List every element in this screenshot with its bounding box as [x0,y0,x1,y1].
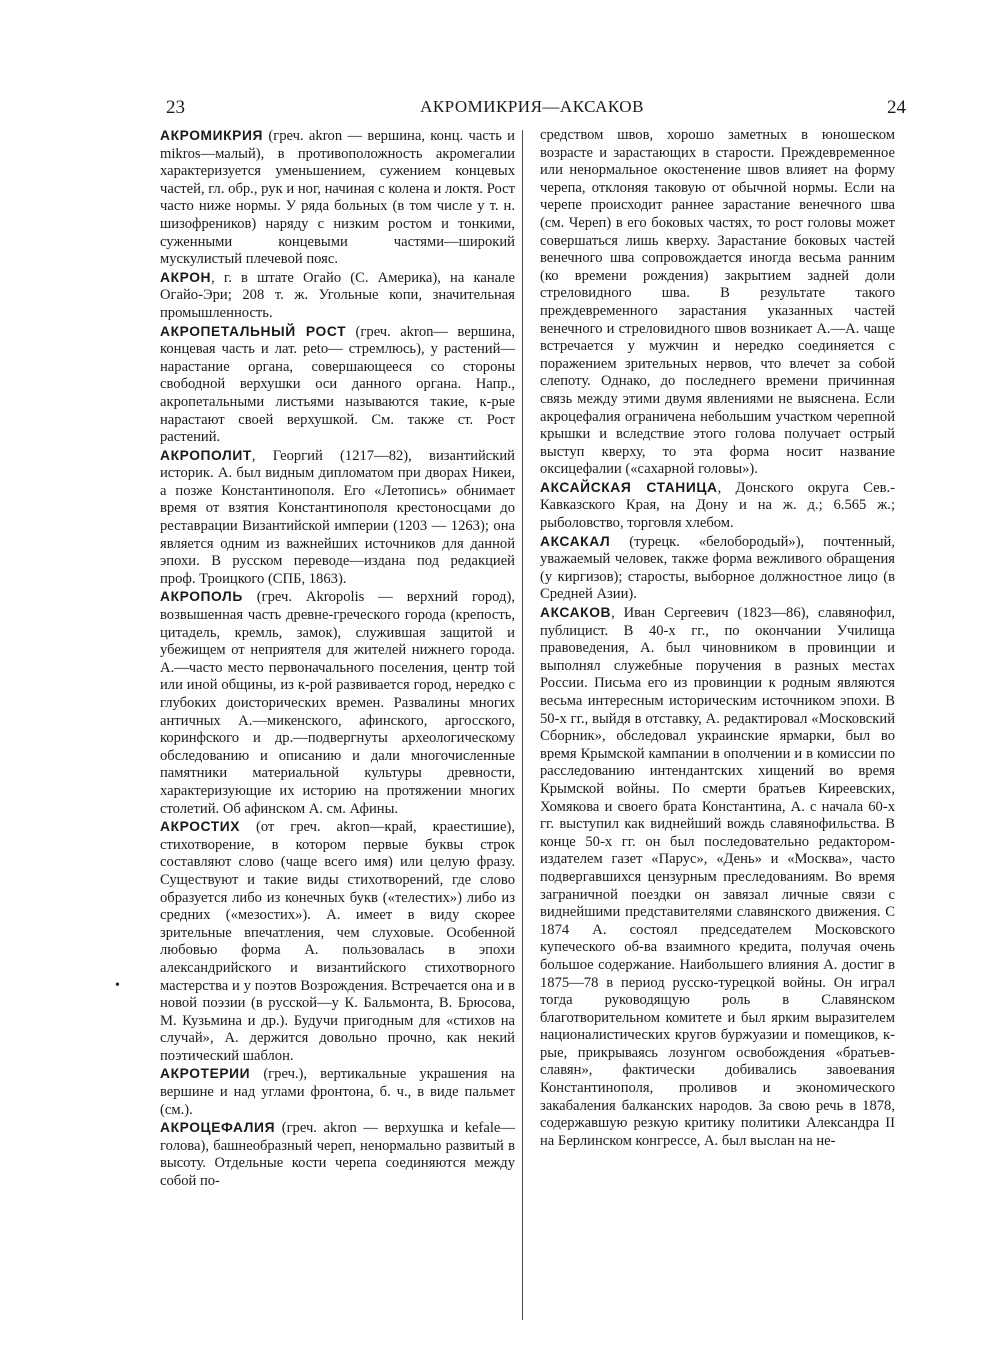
entry-aksayskaya-stanitsa [540,479,895,533]
headword: АКРОМИКРИЯ [160,128,264,143]
entry-aksakal [540,533,895,604]
entry-text: (от греч. akron—край, краестишие), стихотворение, в котором первые буквы строк составляют слово (чаще всего имя) или целую фразу. Существуют и такие виды стихотворений, где слово образуется либо из конечных букв («телестих») либо из средних («мезостих»). А. имеет в виду скорее зрительные впечатления, чем слуховые. Особенной любовью форма А. пользовалась в эпохи александрийского и византийского стихотворного мастерства и у поэтов Возрождения. Встречается она и в новой поэзии (в русской—у К. Бальмонта, В. Брюсова, М. Кузьмина и др.). Будучи пригодным для «стихов на случай», А. держится довольно прочно, как некий поэтический шаблон. [160,819,515,1064]
headword: АКСАКАЛ [540,533,611,549]
headword: АКСАЙСКАЯ СТАНИЦА [540,479,718,495]
headword: АКРОПОЛЬ [160,589,243,605]
headword: АКРОН [160,269,212,285]
headword: АКРОПЕТАЛЬНЫЙ РОСТ [160,323,347,339]
entry-aksakov [540,604,895,1150]
entry-akropolit [160,447,515,589]
continuation-text: средством швов, хорошо заметных в юношеском возрасте и зарастающих в старости. Преждевременное или ненормальное окостенение швов влияет на форму черепа, отклоняя таковую от обычной нормы. Если на черепе происходит раннее зарастание венечного шва (см. Череп) в его боковых частях, то рост головы может совершаться лишь кверху. Зарастание боковых частей венечного шва сопровождается иногда весьма ранним (ко времени рождения) закрытием задней доли стреловидного шва. В результате такого преждевременного зарастания указанных частей венечного и стреловидного швов возникает А.—А. чаще встречается у мужчин и нередко соединяется с поражением зрительных нервов, что влечет за собой слепоту. Однако, до последнего времени причинная связь между этими двумя явлениями не выяснена. Если акроцефалия ограничена небольшим участком черепной крышки и вследствие этого голова получает острый выступ кверху, то эта форма носит название оксицефалии («сахарной головы»). [540,127,895,478]
column-divider [522,130,523,1320]
entry-akrostikh [160,818,515,1065]
page-header [158,97,906,125]
entry-akroterii [160,1065,515,1119]
margin-mark: • [115,978,120,993]
entry-text: , Георгий (1217—82), византийский историк. А. был видным дипломатом при дворах Никеи, а позже Константинополя. Его «Летопись» обнимает время от взятия Константинополя крестоносцами до реставрации Византийской империи (1203 — 1263); она является одним из важнейших источников для данной эпохи. В русском переводе—издана под редакцией проф. Троицкого (СПБ, 1863). [160,447,515,587]
entry-text: , Иван Сергеевич (1823—86), славянофил, публицист. В 40-х гг., по окончании Училища правоведения, А. был чиновником в провинции и выполнял служебные поручения в разных местах России. Письма его из провинции к родным являются весьма интересным историческим источником эпохи. В 50-х гг., выйдя в отставку, А. редактировал «Московский Сборник», обследовал украинские ярмарки, был во время Крымской кампании в ополчении и в комиссии по расследованию интендантских хищений во время Крымской войны. По смерти братьев Киреевских, Хомякова и своего брата Константина, А. с начала 60-х гг. выступил как виднейший вождь славянофильства. В конце 50-х гг. он был последовательно редактором-издателем газет «Парус», «День» и «Москва», часто подвергавшихся цензурным преследованиям. Во время заграничной поездки он завязал личные связи с виднейшими представителями славянского движения. С 1874 А. состоял председателем Московского купеческого об-ва взаимного кредита, получая очень большое содержание. Наибольшего влияния А. достиг в 1875—78 в период русско-турецкой войны. Он играл тогда руководящую роль в Славянском благотворительном комитете и был ярким выразителем националистических кругов буржуазии и помещиков, к-рые, прикрываясь лозунгом освобождения «братьев-славян», фактически добивались завоевания Константинополя, проливов и экономического закабаления балканских народов. За свою речь в 1878, содержавшую резкую критику политики Александра II на Берлинском конгрессе, А. был выслан на не- [540,605,895,1149]
entry-text: (турецк. «белобородый»), почтенный, уважаемый человек, также форма вежливого обращения (у киргизов); старосты, выборное должностное лицо (в Средней Азии). [540,533,895,603]
headword: АКРОПОЛИТ [160,447,252,463]
headword: АКРОТЕРИИ [160,1066,251,1082]
entry-text: (греч.), вертикальные украшения на вершине и над углами фронтона, б. ч., в виде пальмет (см.). [160,1066,515,1118]
headword: АКРОСТИХ [160,819,241,835]
entry-text: (греч. Akropolis — верхний город), возвышенная часть древне-греческого города (крепость, цитадель, кремль, замок), служившая защитой и убежищем от неприятеля для жителей нижнего города. А.—часто место первоначального поселения, центр той или иной общины, из к-рой развивается город, нередко с глубоких доисторических времен. Развалины многих античных А.—микенского, афинского, аргосского, коринфского и др.—подвергнуты археологическому обследованию и описанию и дали многочисленные памятники материальной культуры древности, характеризующие их историю на протяжении многих столетий. Об афинском А. см. Афины. [160,589,515,817]
right-column [540,127,895,1150]
entry-akropetalny-rost [160,323,515,447]
page-number-left: 23 [166,97,185,118]
entry-text: (греч. akron — вершина, конц. часть и mikros—малый), в противоположность акромегалии характеризуется уменьшением, сужением концевых частей, гл. обр., рук и ног, начиная с колена и локтя. Рост часто ниже нормы. У ряда больных (в том числе у т. н. шизофреников) наряду с низким ростом и тонкими, суженными концевыми частями—широкий мускулистый плечевой пояс. [160,128,515,268]
left-column [160,127,515,1191]
running-head: АКРОМИКРИЯ—АКСАКОВ [420,97,644,116]
entry-text: , Донского округа Сев.-Кавказского Края, на Дону и на ж. д.; 6.565 ж.; рыболовство, торговля хлебом. [540,479,895,532]
page-number-right: 24 [887,97,906,118]
entry-akropol [160,588,515,818]
entry-akrotsefaliya [160,1119,515,1190]
entry-akromikriya [160,127,515,269]
headword: АКРОЦЕФАЛИЯ [160,1120,276,1136]
entry-akron [160,269,515,323]
entry-text: (греч. akron — верхушка и kefale—голова), башнеобразный череп, ненормально развитый в высоту. Отдельные кости черепа соединяются между собой по- [160,1120,515,1190]
headword: АКСАКОВ [540,605,612,621]
entry-text: , г. в штате Огайо (С. Америка), на канале Огайо-Эри; 208 т. ж. Угольные копи, значительная промышленность. [160,269,515,321]
entry-text: (греч. akron— вершина, концевая часть и лат. peto— стремлюсь), у растений—нарастание органа, совершающееся со стороны свободной верхушки оси данного органа. Напр., акропетальными листьями называются такие, к-рые нарастают своей верхушкой. См. также ст. Рост растений. [160,323,515,446]
